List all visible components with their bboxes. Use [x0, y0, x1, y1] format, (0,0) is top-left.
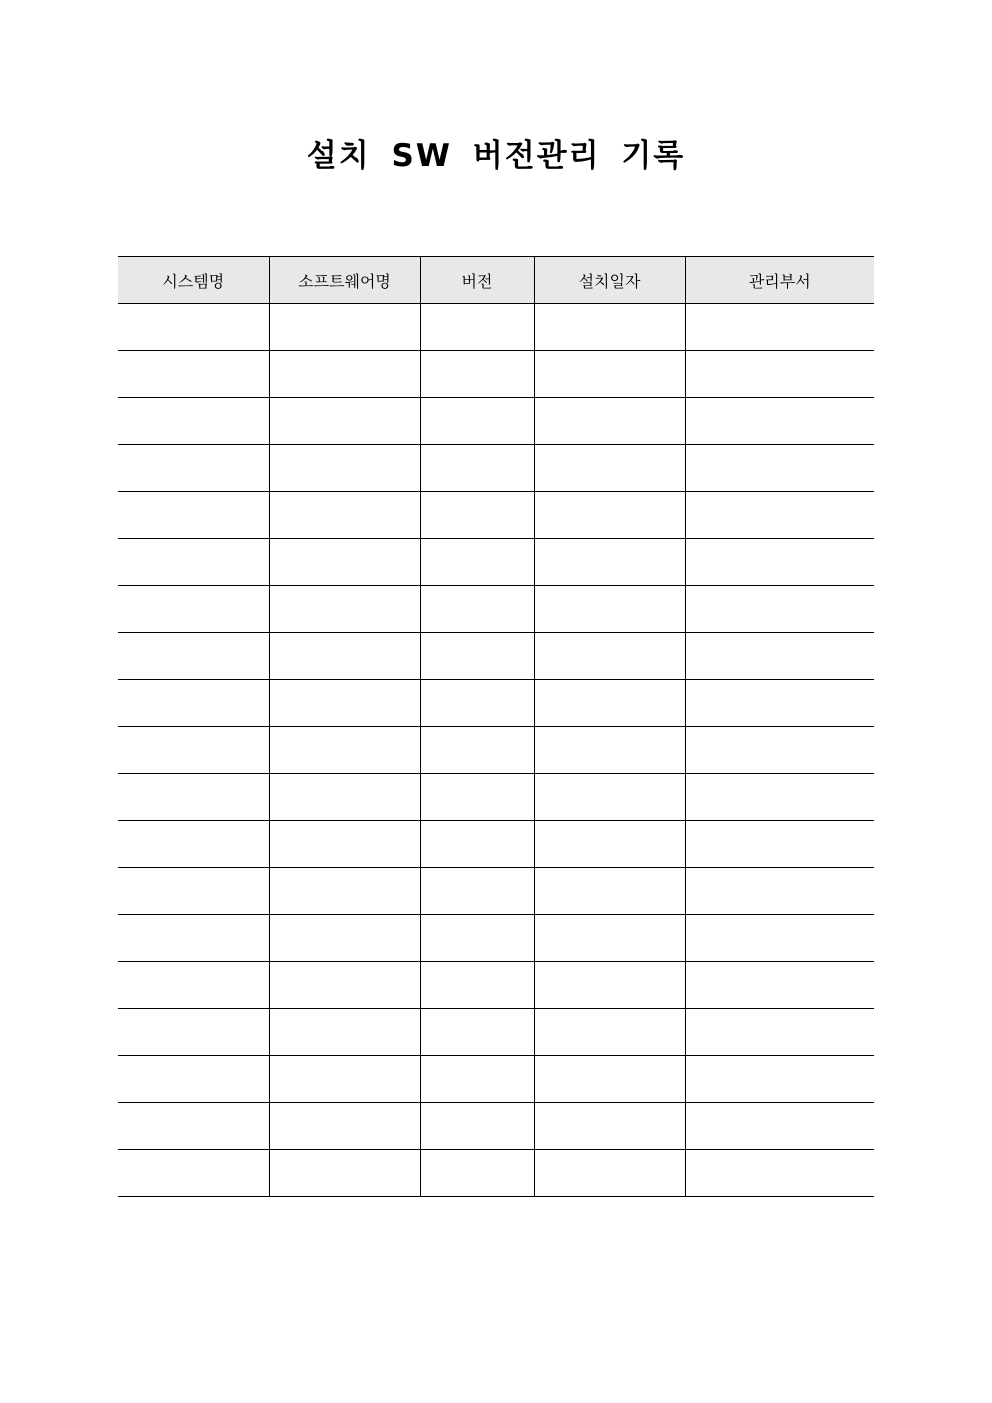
- cell-software-name[interactable]: [269, 492, 420, 539]
- sw-version-table: [118, 256, 874, 1197]
- cell-managing-dept[interactable]: [685, 398, 874, 445]
- table-row: [118, 1009, 874, 1056]
- cell-install-date[interactable]: [534, 680, 685, 727]
- table-header-row: [118, 257, 874, 304]
- cell-version[interactable]: [420, 304, 534, 351]
- cell-install-date[interactable]: [534, 1150, 685, 1197]
- table-row: [118, 351, 874, 398]
- header-software-name: 소프트웨어명: [269, 257, 420, 304]
- cell-version[interactable]: [420, 774, 534, 821]
- cell-install-date[interactable]: [534, 727, 685, 774]
- cell-system-name[interactable]: [118, 774, 269, 821]
- cell-version[interactable]: [420, 398, 534, 445]
- cell-managing-dept[interactable]: [685, 445, 874, 492]
- cell-software-name[interactable]: [269, 727, 420, 774]
- header-managing-dept: 관리부서: [685, 257, 874, 304]
- cell-version[interactable]: [420, 821, 534, 868]
- cell-version[interactable]: [420, 633, 534, 680]
- cell-install-date[interactable]: [534, 586, 685, 633]
- table-row: [118, 304, 874, 351]
- cell-software-name[interactable]: [269, 680, 420, 727]
- cell-software-name[interactable]: [269, 868, 420, 915]
- cell-install-date[interactable]: [534, 492, 685, 539]
- cell-version[interactable]: [420, 915, 534, 962]
- cell-software-name[interactable]: [269, 633, 420, 680]
- cell-install-date[interactable]: [534, 398, 685, 445]
- cell-managing-dept[interactable]: [685, 492, 874, 539]
- cell-system-name[interactable]: [118, 539, 269, 586]
- cell-system-name[interactable]: [118, 445, 269, 492]
- cell-version[interactable]: [420, 586, 534, 633]
- cell-install-date[interactable]: [534, 539, 685, 586]
- cell-install-date[interactable]: [534, 445, 685, 492]
- cell-version[interactable]: [420, 727, 534, 774]
- cell-managing-dept[interactable]: [685, 680, 874, 727]
- cell-system-name[interactable]: [118, 868, 269, 915]
- cell-managing-dept[interactable]: [685, 633, 874, 680]
- cell-install-date[interactable]: [534, 1009, 685, 1056]
- header-version: 버전: [420, 257, 534, 304]
- cell-version[interactable]: [420, 680, 534, 727]
- cell-version[interactable]: [420, 351, 534, 398]
- cell-system-name[interactable]: [118, 1150, 269, 1197]
- cell-system-name[interactable]: [118, 586, 269, 633]
- cell-managing-dept[interactable]: [685, 351, 874, 398]
- table-row: [118, 445, 874, 492]
- table-row: [118, 398, 874, 445]
- document-title: 설치 SW 버전관리 기록: [306, 138, 686, 174]
- cell-system-name[interactable]: [118, 1056, 269, 1103]
- cell-install-date[interactable]: [534, 774, 685, 821]
- table-row: [118, 774, 874, 821]
- cell-system-name[interactable]: [118, 821, 269, 868]
- cell-software-name[interactable]: [269, 821, 420, 868]
- cell-system-name[interactable]: [118, 1009, 269, 1056]
- cell-software-name[interactable]: [269, 304, 420, 351]
- cell-managing-dept[interactable]: [685, 1103, 874, 1150]
- table-row: [118, 492, 874, 539]
- cell-managing-dept[interactable]: [685, 304, 874, 351]
- cell-version[interactable]: [420, 492, 534, 539]
- cell-system-name[interactable]: [118, 633, 269, 680]
- cell-managing-dept[interactable]: [685, 586, 874, 633]
- cell-version[interactable]: [420, 962, 534, 1009]
- cell-install-date[interactable]: [534, 821, 685, 868]
- cell-managing-dept[interactable]: [685, 727, 874, 774]
- cell-system-name[interactable]: [118, 304, 269, 351]
- cell-system-name[interactable]: [118, 492, 269, 539]
- cell-managing-dept[interactable]: [685, 1056, 874, 1103]
- cell-install-date[interactable]: [534, 633, 685, 680]
- cell-version[interactable]: [420, 868, 534, 915]
- cell-managing-dept[interactable]: [685, 821, 874, 868]
- cell-install-date[interactable]: [534, 962, 685, 1009]
- cell-managing-dept[interactable]: [685, 915, 874, 962]
- cell-software-name[interactable]: [269, 1009, 420, 1056]
- cell-install-date[interactable]: [534, 1103, 685, 1150]
- cell-version[interactable]: [420, 539, 534, 586]
- cell-install-date[interactable]: [534, 351, 685, 398]
- cell-system-name[interactable]: [118, 351, 269, 398]
- cell-version[interactable]: [420, 445, 534, 492]
- cell-version[interactable]: [420, 1056, 534, 1103]
- cell-system-name[interactable]: [118, 680, 269, 727]
- cell-managing-dept[interactable]: [685, 1009, 874, 1056]
- table-row: [118, 1150, 874, 1197]
- table-row: [118, 868, 874, 915]
- header-system-name: 시스템명: [118, 257, 269, 304]
- table-row: [118, 915, 874, 962]
- table-row: [118, 586, 874, 633]
- cell-system-name[interactable]: [118, 915, 269, 962]
- cell-system-name[interactable]: [118, 727, 269, 774]
- cell-install-date[interactable]: [534, 304, 685, 351]
- table-body: [118, 304, 874, 1197]
- cell-software-name[interactable]: [269, 398, 420, 445]
- cell-system-name[interactable]: [118, 398, 269, 445]
- table-row: [118, 680, 874, 727]
- cell-software-name[interactable]: [269, 915, 420, 962]
- table-row: [118, 962, 874, 1009]
- cell-software-name[interactable]: [269, 1056, 420, 1103]
- cell-software-name[interactable]: [269, 1150, 420, 1197]
- cell-install-date[interactable]: [534, 1056, 685, 1103]
- table-row: [118, 727, 874, 774]
- cell-software-name[interactable]: [269, 774, 420, 821]
- cell-system-name[interactable]: [118, 962, 269, 1009]
- cell-software-name[interactable]: [269, 539, 420, 586]
- cell-system-name[interactable]: [118, 1103, 269, 1150]
- table-row: [118, 821, 874, 868]
- table-row: [118, 1103, 874, 1150]
- cell-version[interactable]: [420, 1150, 534, 1197]
- cell-managing-dept[interactable]: [685, 868, 874, 915]
- cell-software-name[interactable]: [269, 586, 420, 633]
- cell-managing-dept[interactable]: [685, 539, 874, 586]
- header-install-date: 설치일자: [534, 257, 685, 304]
- table-row: [118, 1056, 874, 1103]
- cell-software-name[interactable]: [269, 445, 420, 492]
- cell-software-name[interactable]: [269, 1103, 420, 1150]
- cell-software-name[interactable]: [269, 962, 420, 1009]
- cell-install-date[interactable]: [534, 868, 685, 915]
- table-row: [118, 633, 874, 680]
- cell-managing-dept[interactable]: [685, 962, 874, 1009]
- cell-software-name[interactable]: [269, 351, 420, 398]
- cell-managing-dept[interactable]: [685, 774, 874, 821]
- table-row: [118, 539, 874, 586]
- cell-install-date[interactable]: [534, 915, 685, 962]
- cell-version[interactable]: [420, 1103, 534, 1150]
- cell-version[interactable]: [420, 1009, 534, 1056]
- cell-managing-dept[interactable]: [685, 1150, 874, 1197]
